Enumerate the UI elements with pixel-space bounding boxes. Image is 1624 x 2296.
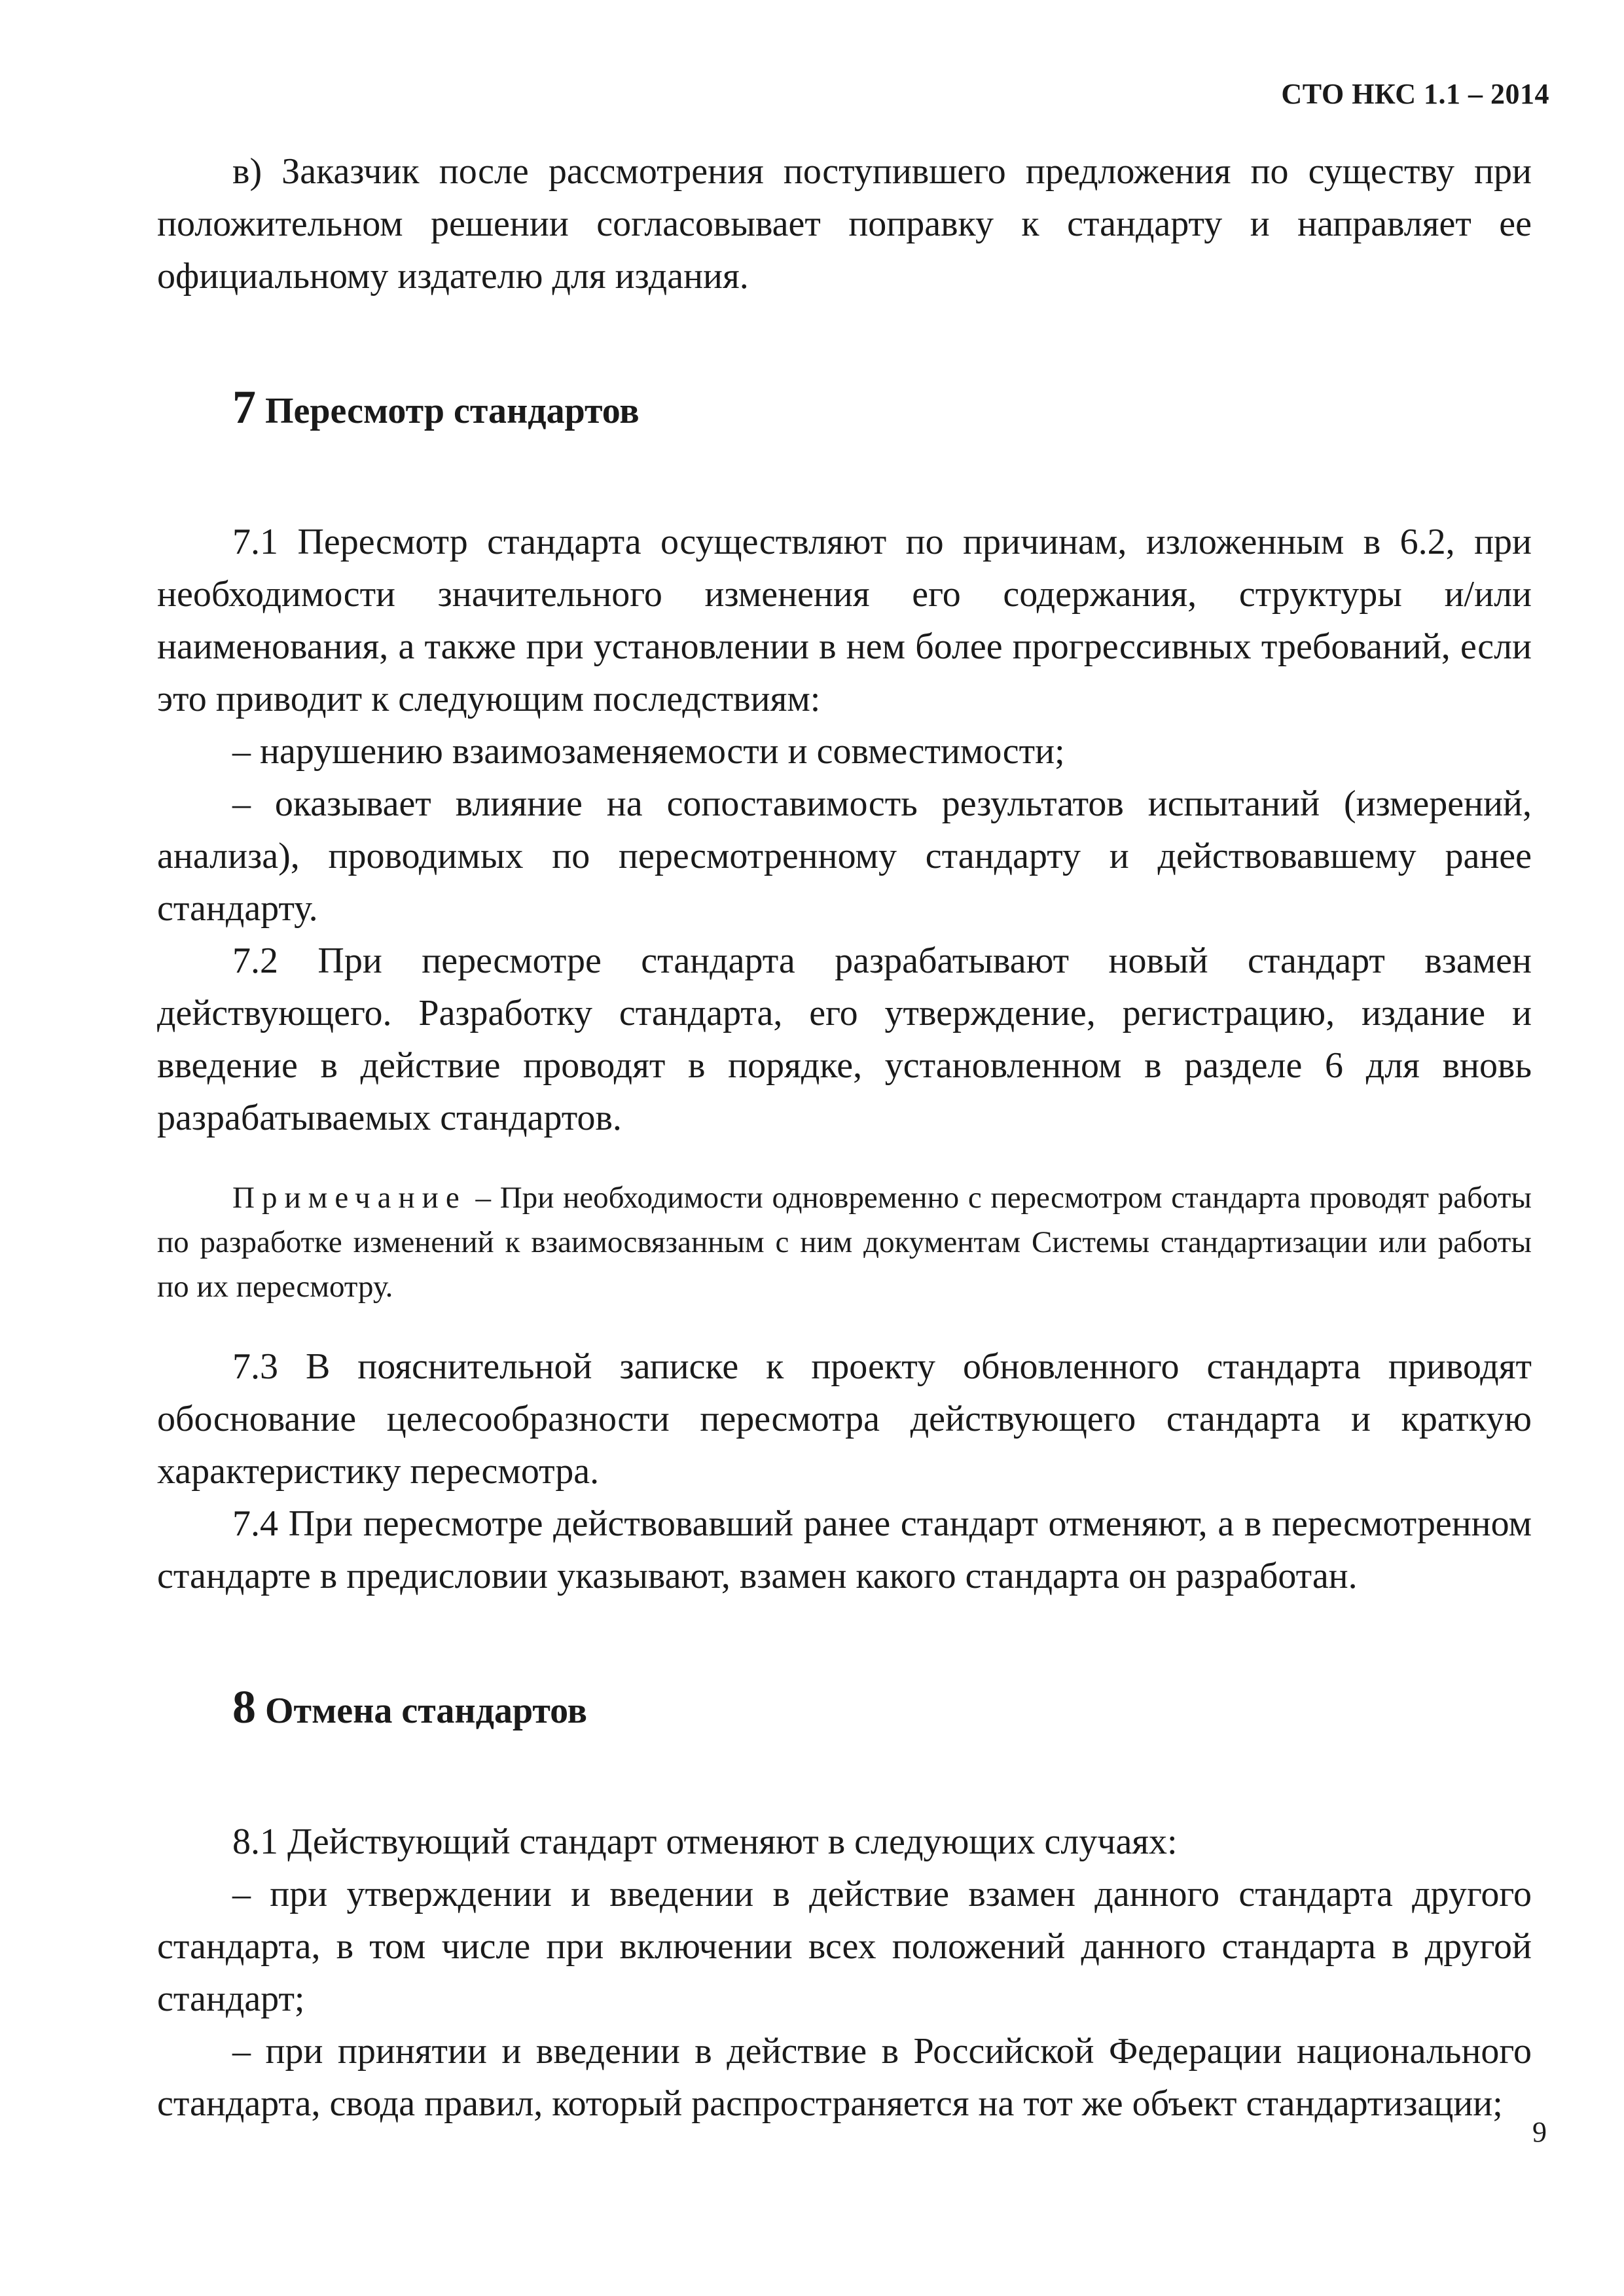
note — [157, 1175, 1532, 1309]
spacer — [157, 437, 1532, 516]
section-7-number: 7 — [232, 381, 256, 433]
page-content — [157, 145, 1532, 2130]
document-code: СТО НКС 1.1 – 2014 — [1281, 78, 1549, 110]
paragraph-7-4: 7.4 При пересмотре действовавший ранее стандарт отменяют, а в пересмотренном стандарте в предисловии указывают, взамен какого стандарта он разработан. — [157, 1503, 1532, 1596]
section-8-heading — [157, 1681, 1532, 1737]
spacer — [157, 1602, 1532, 1681]
paragraph-8-1: 8.1 Действующий стандарт отменяют в следующих случаях: — [232, 1821, 1178, 1862]
spacer — [157, 1144, 1532, 1175]
list-item-8-1-b: – при принятии и введении в действие в Российской Федерации национального стандарта, свода правил, который распространяется на тот же объект стандартизации; — [157, 2031, 1532, 2124]
section-7-heading — [157, 381, 1532, 437]
section-8-title: Отмена стандартов — [265, 1691, 587, 1731]
paragraph-7-2: 7.2 При пересмотре стандарта разрабатывают новый стандарт взамен действующего. Разработку стандарта, его утверждение, регистрацию, издание и введение в действие проводят в порядке, установленном в разделе 6 для вновь разрабатываемых стандартов. — [157, 941, 1532, 1138]
page-number: 9 — [1532, 2116, 1547, 2148]
paragraph-7-3: 7.3 В пояснительной записке к проекту обновленного стандарта приводят обоснование целесообразности пересмотра действующего стандарта и краткую характеристику пересмотра. — [157, 1346, 1532, 1492]
paragraph-7-1: 7.1 Пересмотр стандарта осуществляют по причинам, изложенным в 6.2, при необходимости значительного изменения его содержания, структуры и/или наименования, а также при установлении в нем более прогрессивных требований, если это приводит к следующим последствиям: — [157, 522, 1532, 719]
list-item-7-1-a: – нарушению взаимозаменяемости и совместимости; — [232, 731, 1065, 772]
note-label: Примечание — [232, 1181, 467, 1215]
spacer — [157, 1309, 1532, 1340]
paragraph-v: в) Заказчик после рассмотрения поступившего предложения по существу при положительном решении согласовывает поправку к стандарту и направляет ее официальному издателю для издания. — [157, 151, 1532, 296]
list-item-8-1-a: – при утверждении и введении в действие взамен данного стандарта другого стандарта, в том числе при включении всех положений данного стандарта в другой стандарт; — [157, 1874, 1532, 2019]
section-7-title: Пересмотр стандартов — [265, 391, 640, 431]
section-8-number: 8 — [232, 1681, 256, 1733]
spacer — [157, 1737, 1532, 1816]
note-text: – При необходимости одновременно с пересмотром стандарта проводят работы по разработке изменений к взаимосвязанным с ним документам Системы стандартизации или работы по их пересмотру. — [157, 1181, 1532, 1304]
spacer — [157, 302, 1532, 381]
list-item-7-1-b: – оказывает влияние на сопоставимость результатов испытаний (измерений, анализа), проводимых по пересмотренному стандарту и действовавшему ранее стандарту. — [157, 783, 1532, 929]
